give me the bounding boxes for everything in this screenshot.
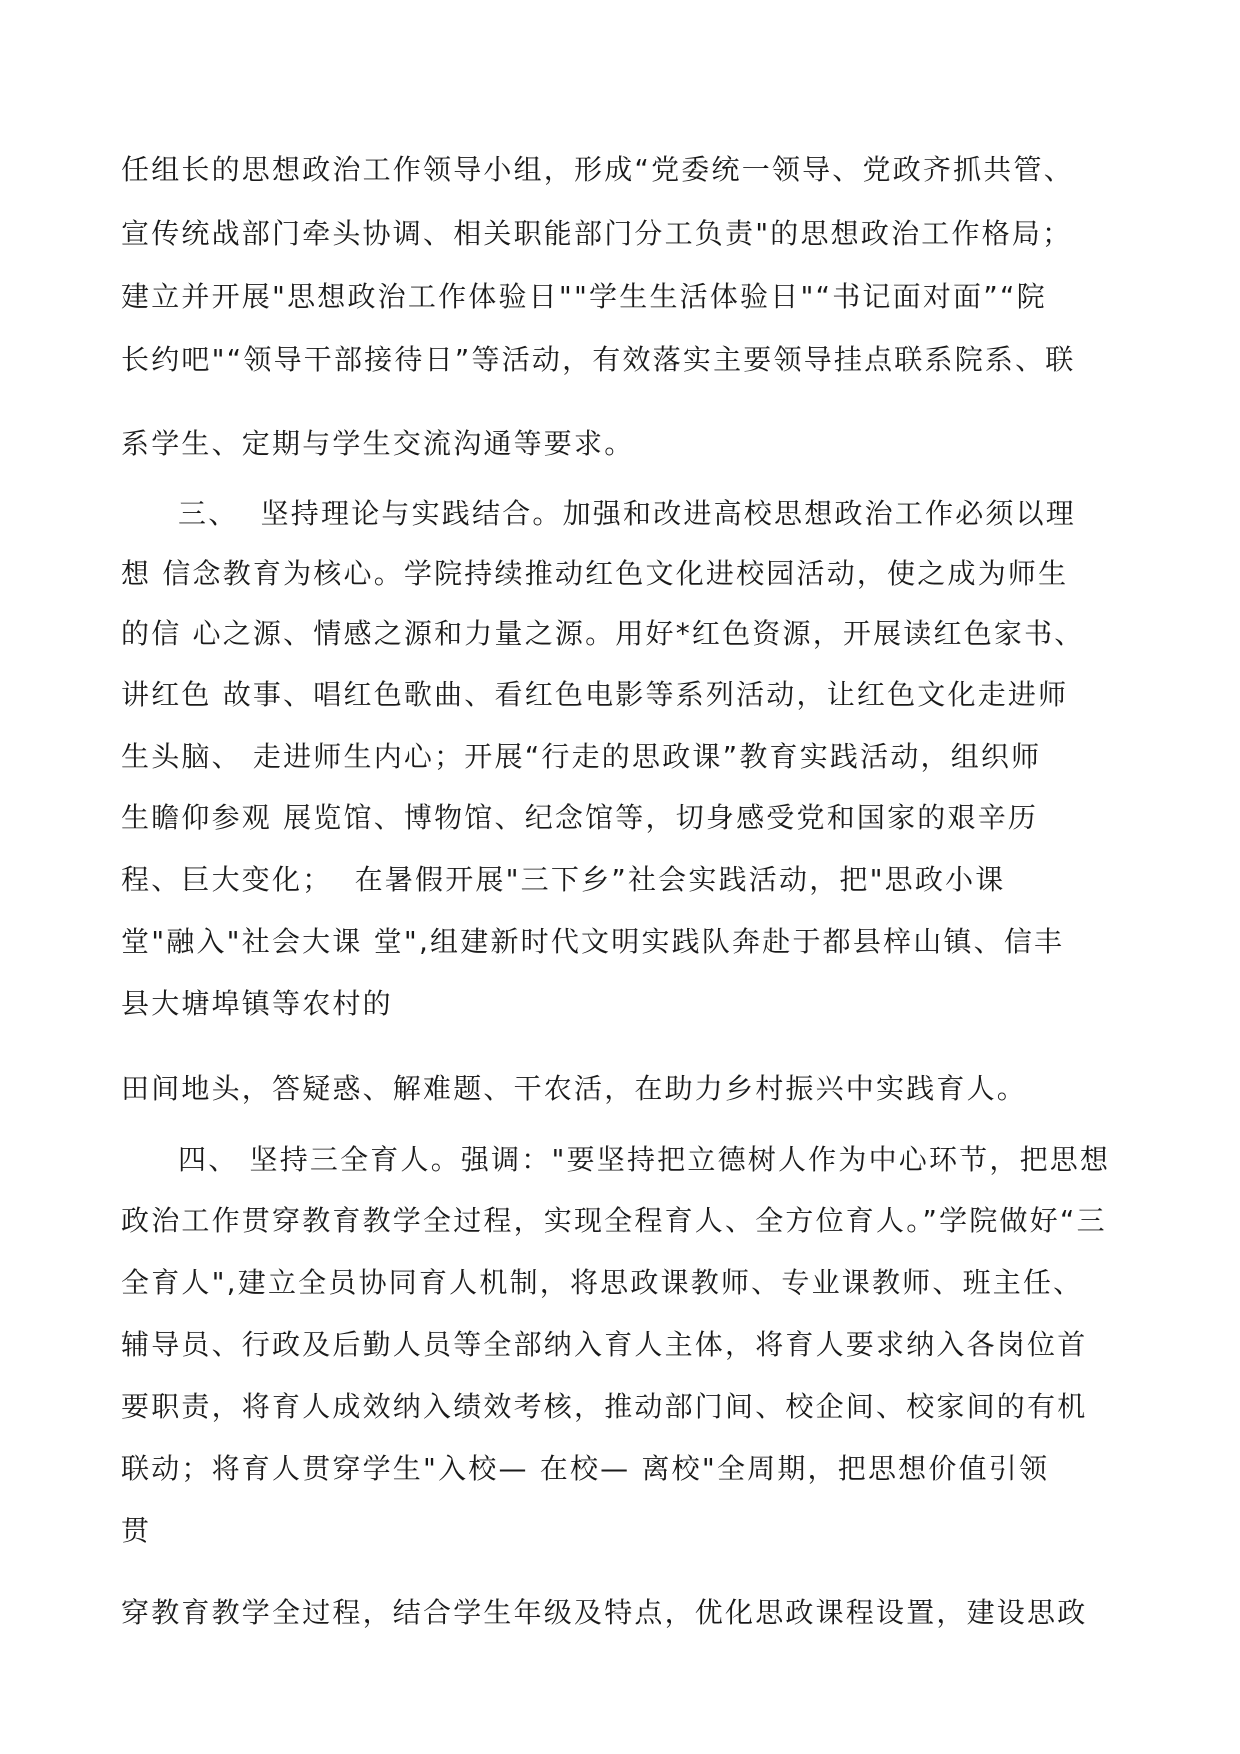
text-line: 宣传统战部门牵头协调、相关职能部门分工负责"的思想政治工作格局； (121, 217, 1073, 250)
text-line: 生头脑、 走进师生内心；开展“行走的思政课”教育实践活动，组织师 (121, 740, 1042, 773)
text-line: 政治工作贯穿教育教学全过程，实现全程育人、全方位育人。”学院做好“三 (121, 1204, 1107, 1237)
text-line: 全育人",建立全员协同育人机制，将思政课教师、专业课教师、班主任、 (121, 1266, 1084, 1299)
text-line: 县大塘埠镇等农村的 (121, 987, 393, 1020)
text-line: 建立并开展"思想政治工作体验日""学生生活体验日"“书记面对面”“院 (121, 280, 1047, 313)
text-line: 要职责，将育人成效纳入绩效考核，推动部门间、校企间、校家间的有机 (121, 1390, 1088, 1423)
text-line: 任组长的思想政治工作领导小组，形成“党委统一领导、党政齐抓共管、 (121, 153, 1074, 186)
text-line: 想 信念教育为核心。学院持续推动红色文化进校园活动，使之成为师生 (121, 557, 1069, 590)
section-three-heading-line: 三、 坚持理论与实践结合。加强和改进高校思想政治工作必须以理 (178, 497, 1077, 530)
text-line: 联动；将育人贯穿学生"入校— 在校— 离校"全周期，把思想价值引领 (121, 1452, 1050, 1485)
text-line: 的信 心之源、情感之源和力量之源。用好*红色资源，开展读红色家书、 (121, 617, 1085, 650)
text-line: 贯 (121, 1514, 152, 1547)
text-line: 田间地头，答疑惑、解难题、干农活，在助力乡村振兴中实践育人。 (121, 1072, 1028, 1105)
text-line: 堂"融入"社会大课 堂",组建新时代文明实践队奔赴于都县梓山镇、信丰 (121, 925, 1065, 958)
section-four-heading-line: 四、 坚持三全育人。强调："要坚持把立德树人作为中心环节，把思想 (178, 1143, 1111, 1176)
text-line: 讲红色 故事、唱红色歌曲、看红色电影等系列活动，让红色文化走进师 (121, 678, 1069, 711)
text-line: 长约吧"“领导干部接待日”等活动，有效落实主要领导挂点联系院系、联 (121, 343, 1076, 376)
text-line: 程、巨大变化； 在暑假开展"三下乡”社会实践活动，把"思政小课 (121, 863, 1006, 896)
text-line: 系学生、定期与学生交流沟通等要求。 (121, 427, 635, 460)
text-line: 穿教育教学全过程，结合学生年级及特点，优化思政课程设置，建设思政 (121, 1596, 1088, 1629)
text-line: 辅导员、行政及后勤人员等全部纳入育人主体，将育人要求纳入各岗位首 (121, 1328, 1088, 1361)
text-line: 生瞻仰参观 展览馆、博物馆、纪念馆等，切身感受党和国家的艰辛历 (121, 801, 1039, 834)
